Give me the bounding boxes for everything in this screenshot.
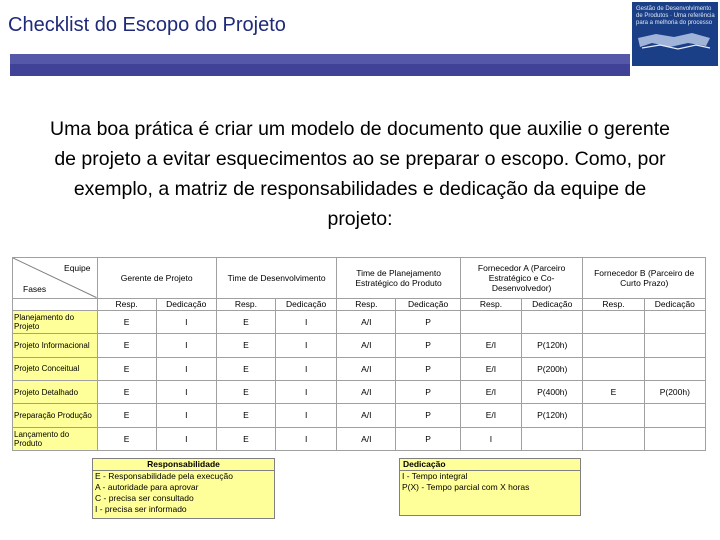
matrix-cell: [583, 427, 644, 450]
matrix-cell: [644, 334, 705, 357]
matrix-cell: E/I: [460, 380, 521, 403]
team-header: Fornecedor A (Parceiro Estratégico e Co-Desenvolvedor): [460, 258, 583, 299]
table-row: [13, 334, 706, 357]
subheader-cell: Dedicação: [644, 298, 705, 310]
matrix-cell: I: [276, 427, 337, 450]
matrix-cell: I: [156, 357, 216, 380]
table-row: [13, 380, 706, 403]
table-row: [13, 404, 706, 427]
matrix-cell: I: [276, 357, 337, 380]
matrix-cell: [460, 310, 521, 333]
matrix-cell: E: [216, 357, 275, 380]
matrix-cell: P: [396, 427, 460, 450]
phase-label: Projeto Conceitual: [13, 357, 98, 380]
matrix-cell: [583, 404, 644, 427]
matrix-cell: E: [216, 310, 275, 333]
matrix-cell: I: [276, 334, 337, 357]
matrix-cell: A/I: [337, 404, 396, 427]
team-header: Time de Desenvolvimento: [216, 258, 336, 299]
matrix-cell: [644, 427, 705, 450]
matrix-cell: A/I: [337, 334, 396, 357]
matrix-cell: A/I: [337, 427, 396, 450]
logo-text: Gestão de Desenvolvimento de Produtos · Uma referência para a melhoria do processo: [636, 6, 715, 26]
team-header: Fornecedor B (Parceiro de Curto Prazo): [583, 258, 706, 299]
phase-label: Projeto Detalhado: [13, 380, 98, 403]
responsibility-matrix: [12, 257, 706, 451]
matrix-cell: P: [396, 334, 460, 357]
matrix-cell: E: [97, 380, 156, 403]
phase-label: Projeto Informacional: [13, 334, 98, 357]
matrix-cell: [583, 357, 644, 380]
legend-item: C - precisa ser consultado: [95, 493, 194, 503]
subheader-cell: Resp.: [583, 298, 644, 310]
subheader-cell: Dedicação: [522, 298, 583, 310]
legend-title: Dedicação: [400, 459, 580, 471]
book-logo: [632, 2, 718, 66]
page-title: Checklist do Escopo do Projeto: [8, 14, 286, 36]
matrix-cell: I: [276, 380, 337, 403]
phase-label: Preparação Produção: [13, 404, 98, 427]
matrix-cell: E: [97, 427, 156, 450]
matrix-cell: I: [156, 334, 216, 357]
matrix-cell: P(400h): [522, 380, 583, 403]
matrix-cell: E: [216, 334, 275, 357]
matrix-cell: E: [583, 380, 644, 403]
subheader-cell: Dedicação: [156, 298, 216, 310]
subheader-cell: Dedicação: [396, 298, 460, 310]
matrix-cell: [644, 357, 705, 380]
subheader-cell: Resp.: [97, 298, 156, 310]
matrix-cell: P: [396, 357, 460, 380]
matrix-cell: I: [276, 310, 337, 333]
intro-paragraph: Uma boa prática é criar um modelo de documento que auxilie o gerente de projeto a evitar esquecimentos ao se preparar o escopo. Como, por exemplo, a matriz de responsabilidades e dedicação da equipe de projeto:: [49, 118, 671, 230]
matrix-cell: E: [216, 427, 275, 450]
matrix-cell: I: [460, 427, 521, 450]
logo-arrow-graphic: [636, 28, 714, 56]
matrix-corner: [13, 258, 98, 299]
matrix-cell: P(120h): [522, 334, 583, 357]
matrix-cell: [583, 310, 644, 333]
matrix-cell: P(200h): [644, 380, 705, 403]
matrix-cell: [522, 310, 583, 333]
legend-responsabilidade: [92, 458, 275, 519]
phase-label: Lançamento do Produto: [13, 427, 98, 450]
matrix-cell: E/I: [460, 357, 521, 380]
legend-item: I - precisa ser informado: [95, 504, 187, 514]
matrix-cell: I: [156, 310, 216, 333]
matrix-cell: E: [97, 357, 156, 380]
header-bar-shade: [10, 64, 630, 76]
matrix-cell: E: [97, 404, 156, 427]
subheader-cell: Resp.: [337, 298, 396, 310]
team-header: Gerente de Projeto: [97, 258, 216, 299]
matrix-cell: I: [156, 404, 216, 427]
matrix-cell: E: [216, 380, 275, 403]
matrix-cell: I: [156, 380, 216, 403]
corner-label-phases: Fases: [23, 283, 47, 294]
corner-label-team: Equipe: [64, 263, 91, 273]
matrix-cell: P: [396, 380, 460, 403]
subheader-cell: Dedicação: [276, 298, 337, 310]
matrix-cell: [644, 310, 705, 333]
matrix-cell: I: [276, 404, 337, 427]
subheader-blank: [13, 298, 98, 310]
subheader-cell: Resp.: [460, 298, 521, 310]
matrix-cell: P(120h): [522, 404, 583, 427]
legend-item: P(X) - Tempo parcial com X horas: [402, 482, 530, 492]
legend-dedicacao: [399, 458, 581, 516]
matrix-cell: [522, 427, 583, 450]
matrix-cell: A/I: [337, 380, 396, 403]
matrix-cell: E/I: [460, 404, 521, 427]
matrix-cell: [583, 334, 644, 357]
matrix-cell: P: [396, 404, 460, 427]
matrix-cell: E: [216, 404, 275, 427]
team-header: Time de Planejamento Estratégico do Produto: [337, 258, 461, 299]
legend-title: Responsabilidade: [93, 459, 274, 471]
matrix-cell: A/I: [337, 310, 396, 333]
legend-item: A - autoridade para aprovar: [95, 482, 199, 492]
matrix-cell: E/I: [460, 334, 521, 357]
table-row: [13, 427, 706, 450]
subheader-cell: Resp.: [216, 298, 275, 310]
matrix-cell: [644, 404, 705, 427]
legend-item: E - Responsabilidade pela execução: [95, 471, 233, 481]
matrix-cell: E: [97, 334, 156, 357]
matrix-cell: I: [156, 427, 216, 450]
matrix-cell: P(200h): [522, 357, 583, 380]
matrix-cell: E: [97, 310, 156, 333]
phase-label: Planejamento do Projeto: [13, 310, 98, 333]
matrix-cell: A/I: [337, 357, 396, 380]
legend-item: I - Tempo integral: [402, 471, 468, 481]
matrix-cell: P: [396, 310, 460, 333]
table-row: [13, 357, 706, 380]
table-row: [13, 310, 706, 333]
